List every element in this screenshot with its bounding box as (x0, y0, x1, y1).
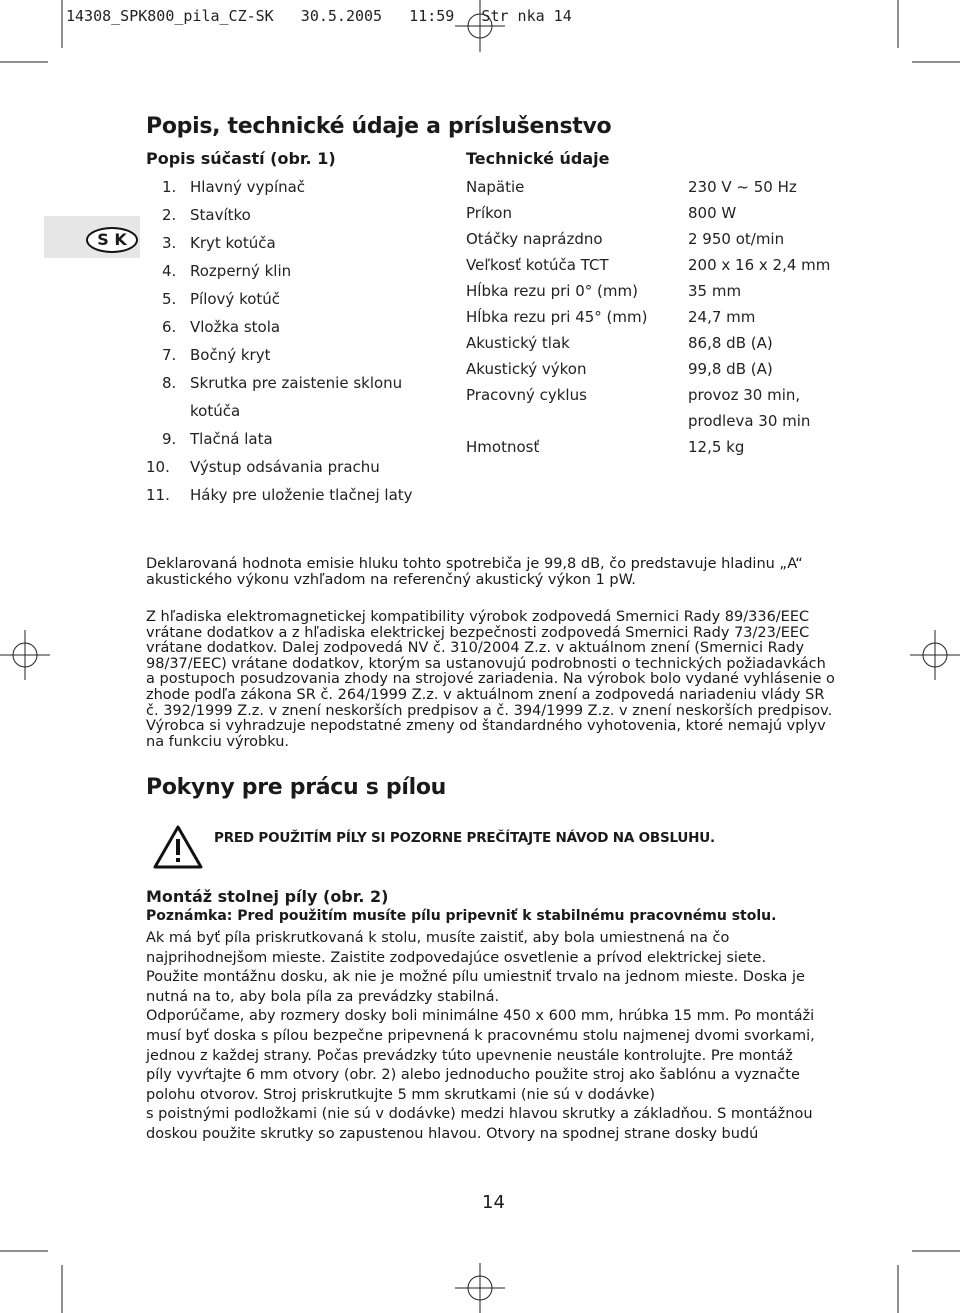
instructions-line: musí byť doska s pílou bezpečne pripevnená k pracovnému stolu najmenej dvomi svorkami, (146, 1027, 815, 1044)
spec-value-continuation: prodleva 30 min (688, 412, 811, 430)
parts-item-number: 1. (162, 178, 177, 196)
parts-item-label: Skrutka pre zaistenie sklonu (190, 374, 403, 392)
spec-label: Príkon (466, 204, 512, 222)
parts-item-number: 5. (162, 290, 177, 308)
parts-item (162, 318, 280, 336)
parts-item-number: 6. (162, 318, 177, 336)
instructions-line: s poistnými podložkami (nie sú v dodávke) medzi hlavou skrutky a základňou. S montážnou (146, 1106, 813, 1123)
spec-label: Akustický výkon (466, 360, 587, 378)
parts-item-number: 4. (162, 262, 177, 280)
instructions-line: Ak má byť píla priskrutkovaná k stolu, musíte zaistiť, aby bola umiestnená na čo (146, 930, 730, 946)
spec-label: Veľkosť kotúča TCT (466, 256, 609, 274)
spec-label: Hĺbka rezu pri 45° (mm) (466, 308, 648, 326)
noise-paragraph: Deklarovaná hodnota emisie hluku tohto spotrebiča je 99,8 dB, čo predstavuje hladinu „A“ akustického výkonu vzhľadom na referenčný akustický výkon 1 pW. (146, 556, 803, 588)
instructions-body (146, 929, 846, 1145)
parts-item (146, 486, 413, 504)
parts-item-number: 10. (146, 458, 170, 476)
parts-item (162, 346, 270, 364)
parts-item-label: Rozperný klin (190, 262, 292, 280)
parts-item (162, 430, 273, 448)
parts-heading: Popis súčastí (obr. 1) (146, 149, 336, 168)
parts-item (162, 178, 305, 196)
subsection-title: Montáž stolnej píly (obr. 2) (146, 887, 389, 906)
page-title: Popis, technické údaje a príslušenstvo (146, 114, 612, 139)
instructions-line: polohu otvorov. Stroj priskrutkujte 5 mm skrutkami (nie sú v dodávke) (146, 1086, 655, 1103)
instructions-line: Použite montážnu dosku, ak nie je možné pílu umiestniť trvalo na jednom mieste. Doska je (146, 969, 805, 986)
spec-value: 24,7 mm (688, 308, 756, 326)
spec-value: 12,5 kg (688, 438, 745, 456)
parts-item-number: 8. (162, 374, 177, 392)
page-number: 14 (482, 1192, 505, 1213)
warning-icon (152, 824, 204, 870)
spec-value: provoz 30 min, (688, 386, 801, 404)
language-badge: S K (86, 227, 138, 253)
parts-item (162, 234, 276, 252)
spec-label: Akustický tlak (466, 334, 570, 352)
parts-item-label: Pílový kotúč (190, 290, 281, 308)
parts-item-number: 3. (162, 234, 177, 252)
parts-item-label: Hlavný vypínač (190, 178, 306, 196)
parts-item-number: 2. (162, 206, 177, 224)
parts-item-number: 11. (146, 486, 170, 504)
parts-item-label: Bočný kryt (190, 346, 271, 364)
parts-item (162, 206, 251, 224)
section-title: Pokyny pre prácu s pílou (146, 775, 447, 800)
instructions-line: píly vyvŕtajte 6 mm otvory (obr. 2) alebo jednoducho použite stroj ako šablónu a vyznačte (146, 1067, 800, 1084)
parts-item (162, 290, 280, 308)
instructions-line: doskou použite skrutky so zapustenou hlavou. Otvory na spodnej strane dosky budú (146, 1125, 759, 1142)
spec-value: 800 W (688, 204, 737, 222)
spec-value: 230 V ~ 50 Hz (688, 178, 797, 196)
instructions-line: nutná na to, aby bola píla za prevádzky stabilná. (146, 988, 500, 1005)
parts-item (162, 374, 402, 392)
parts-item-label: Kryt kotúča (190, 234, 276, 252)
parts-item-label: Stavítko (190, 206, 251, 224)
parts-item (162, 262, 291, 280)
compliance-paragraph: Z hľadiska elektromagnetickej kompatibility výrobok zodpovedá Smernici Rady 89/336/EEC vrátane dodatkov a z hľadiska elektrickej bezpečnosti zodpovedá Smernici Rady 73/23/EEC vrátane dodatkov. Dalej zodpovedá NV č. 310/2004 Z.z. v aktuálnom znení (Smernici Rady 98/37/EEC) vrátane dodatkov, ktorým sa ustanovujú podrobnosti o technických požiadavkách a postupoch posudzovania zhody na strojové zariadenia. Na výrobok bolo vydané vyhlásenie o zhode podľa zákona SR č. 264/1999 Z.z. v aktuálnom znení a zodpovedá nariadeniu vlády SR č. 392/1999 Z.z. v znení neskorších predpisov a č. 394/1999 Z.z. v znení neskorších predpisov. Výrobca si vyhradzuje nepodstatné zmeny od štandardného vyhotovenia, ktoré nemajú vplyv na funkciu výrobku. (146, 609, 835, 750)
spec-label: Otáčky naprázdno (466, 230, 603, 248)
spec-label: Hĺbka rezu pri 0° (mm) (466, 282, 638, 300)
spec-label: Hmotnosť (466, 438, 540, 456)
spec-value: 35 mm (688, 282, 742, 300)
specs-heading: Technické údaje (466, 149, 610, 168)
parts-item-label: Tlačná lata (190, 430, 273, 448)
instructions-line: najprihodnejšom mieste. Zaistite zodpovedajúce osvetlenie a prívod elektrickej siete. (146, 949, 767, 966)
parts-item-label: Vložka stola (190, 318, 281, 336)
parts-item (146, 458, 380, 476)
note-text: Poznámka: Pred použitím musíte pílu pripevniť k stabilnému pracovnému stolu. (146, 908, 777, 924)
instructions-line: Odporúčame, aby rozmery dosky boli minimálne 450 x 600 mm, hrúbka 15 mm. Po montáži (146, 1008, 815, 1025)
spec-label: Pracovný cyklus (466, 386, 587, 404)
parts-item-continuation: kotúča (190, 402, 241, 420)
spec-value: 200 x 16 x 2,4 mm (688, 256, 831, 274)
spec-value: 86,8 dB (A) (688, 334, 773, 352)
instructions-line: jednou z každej strany. Počas prevádzky túto upevnenie neustále kontrolujte. Pre montáž (146, 1047, 793, 1064)
spec-label: Napätie (466, 178, 525, 196)
spec-value: 2 950 ot/min (688, 230, 785, 248)
parts-item-number: 7. (162, 346, 177, 364)
parts-item-label: Háky pre uloženie tlačnej laty (190, 486, 413, 504)
spec-value: 99,8 dB (A) (688, 360, 773, 378)
parts-item-number: 9. (162, 430, 177, 448)
warning-text: PRED POUŽITÍM PÍLY SI POZORNE PREČÍTAJTE NÁVOD NA OBSLUHU. (214, 830, 715, 846)
parts-item-label: Výstup odsávania prachu (190, 458, 380, 476)
print-header: 14308_SPK800_pila_CZ-SK 30.5.2005 11:59 Str nka 14 (66, 7, 572, 25)
